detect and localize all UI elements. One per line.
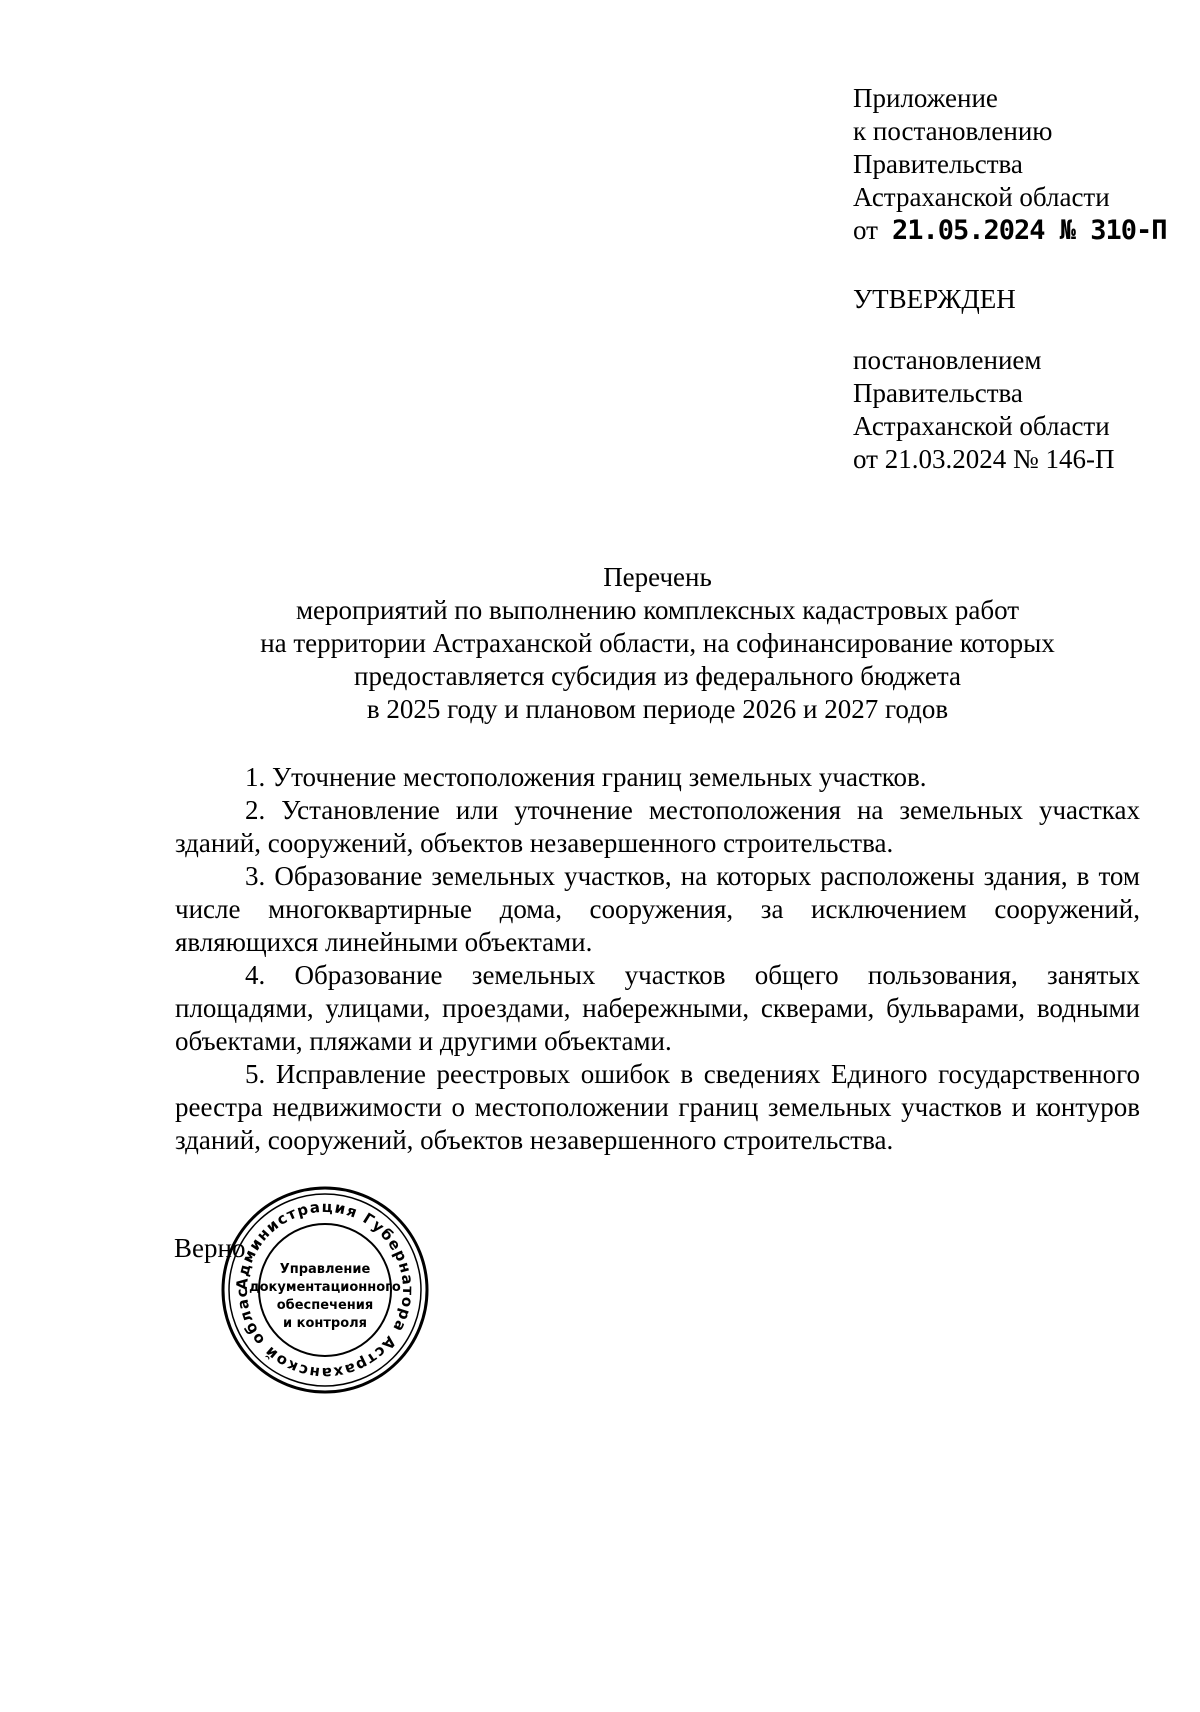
- measures-list: [175, 761, 1140, 1157]
- seal-ring-text: Администрация Губернатора Астраханской области *: [214, 1171, 418, 1383]
- approval-heading: УТВЕРЖДЕН: [853, 284, 1016, 314]
- approval-block: [853, 283, 1183, 476]
- title-line: на территории Астраханской области, на софинансирование которых: [260, 628, 1055, 658]
- list-item: 5. Исправление реестровых ошибок в сведениях Единого государственного реестра недвижимости о местоположении границ земельных участков и контуров зданий, сооружений, объектов незавершенного строительства.: [175, 1059, 1140, 1155]
- seal-center-line: обеспечения: [276, 1298, 374, 1313]
- list-item: 3. Образование земельных участков, на которых расположены здания, в том числе многоквартирные дома, сооружения, за исключением сооружений, являющихся линейными объектами.: [175, 861, 1140, 957]
- seal-center-line: и контроля: [282, 1316, 368, 1331]
- appendix-date-line: [853, 214, 1183, 247]
- title-line: в 2025 году и плановом периоде 2026 и 2027 годов: [366, 694, 949, 724]
- approval-line: Правительства: [853, 378, 1023, 408]
- appendix-line: Астраханской области: [853, 182, 1110, 212]
- approval-line: от 21.03.2024 № 146-П: [853, 444, 1115, 474]
- list-item: 2. Установление или уточнение местоположения на земельных участках зданий, сооружений, объектов незавершенного строительства.: [175, 795, 1140, 858]
- seal-icon: [214, 1171, 430, 1395]
- appendix-date-number: 21.05.2024 № 310-П: [891, 215, 1167, 246]
- document-title: [175, 561, 1140, 726]
- appendix-line: к постановлению: [853, 116, 1053, 146]
- title-line: мероприятий по выполнению комплексных кадастровых работ: [295, 595, 1020, 625]
- list-item: 1. Уточнение местоположения границ земельных участков.: [245, 762, 927, 792]
- verno-label: Верно: [174, 1233, 246, 1263]
- appendix-date-prefix: от: [853, 215, 878, 245]
- appendix-line: Правительства: [853, 149, 1023, 179]
- approval-line: постановлением: [853, 345, 1042, 375]
- appendix-line: Приложение: [853, 83, 998, 113]
- seal-center-line: документационного: [249, 1280, 401, 1295]
- official-seal: [214, 1171, 430, 1395]
- title-line: Перечень: [603, 562, 712, 592]
- seal-center-line: Управление: [279, 1262, 371, 1277]
- approval-line: Астраханской области: [853, 411, 1110, 441]
- appendix-header: [853, 82, 1183, 247]
- list-item: 4. Образование земельных участков общего пользования, занятых площадями, улицами, проездами, набережными, скверами, бульварами, водными объектами, пляжами и другими объектами.: [175, 960, 1140, 1056]
- title-line: предоставляется субсидия из федерального бюджета: [354, 661, 961, 691]
